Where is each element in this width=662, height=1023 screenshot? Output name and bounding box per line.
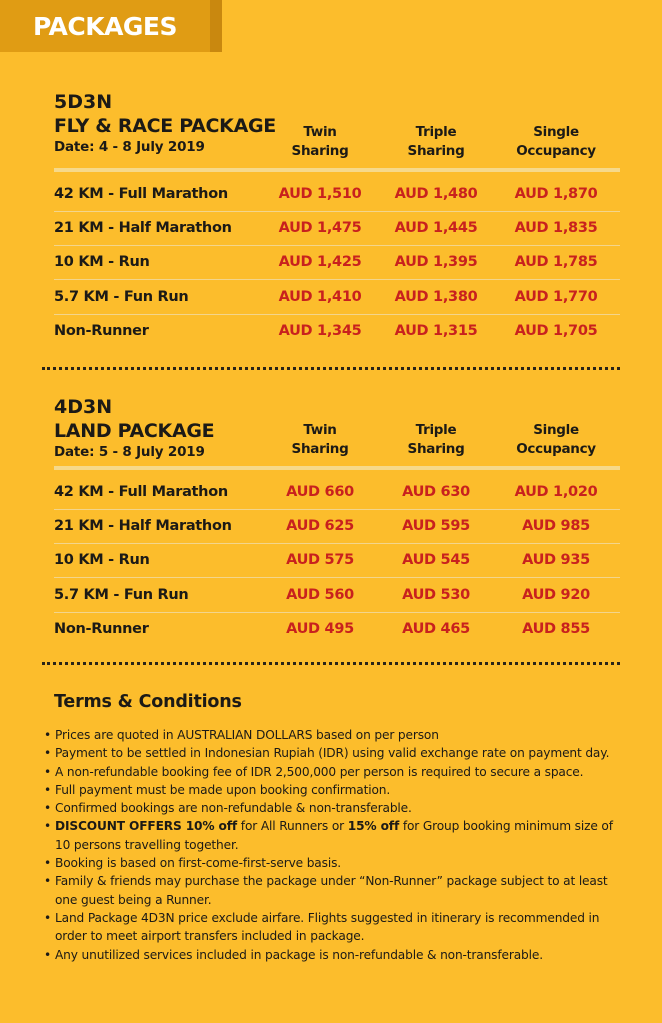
price-twin: AUD 560	[286, 587, 354, 603]
list-item: • Any unutilized services included in package is non-refundable & non-transferable.	[44, 946, 624, 964]
price-twin: AUD 625	[286, 518, 354, 534]
column-header-twin: Twin Sharing	[291, 124, 349, 159]
price-twin: AUD 660	[286, 484, 354, 500]
dotted-divider	[42, 662, 620, 665]
price-single: AUD 855	[522, 621, 590, 637]
row-category: 21 KM - Half Marathon	[54, 518, 232, 534]
dotted-divider	[42, 367, 620, 370]
column-header-triple: Triple Sharing	[407, 124, 465, 159]
table-row	[54, 544, 620, 578]
list-item: • Booking is based on first-come-first-serve basis.	[44, 854, 624, 872]
price-single: AUD 1,835	[514, 220, 598, 236]
table-row	[54, 212, 620, 246]
price-triple: AUD 630	[402, 484, 470, 500]
price-triple: AUD 1,480	[394, 186, 478, 202]
list-item: • DISCOUNT OFFERS 10% off for All Runners or 15% off for Group booking minimum size of 10 persons travelling together.	[44, 817, 624, 854]
table-row	[54, 315, 620, 349]
package-date: Date: 4 - 8 July 2019	[54, 139, 205, 155]
price-single: AUD 920	[522, 587, 590, 603]
page-title: PACKAGES	[0, 0, 210, 52]
row-category: 10 KM - Run	[54, 552, 150, 568]
price-twin: AUD 1,425	[278, 254, 362, 270]
list-item: • Payment to be settled in Indonesian Rupiah (IDR) using valid exchange rate on payment day.	[44, 744, 624, 762]
price-triple: AUD 1,315	[394, 323, 478, 339]
price-twin: AUD 575	[286, 552, 354, 568]
package-name: LAND PACKAGE	[54, 420, 215, 442]
terms-list	[44, 726, 624, 964]
package-date: Date: 5 - 8 July 2019	[54, 444, 205, 460]
row-category: 42 KM - Full Marathon	[54, 186, 228, 202]
list-item: • A non-refundable booking fee of IDR 2,500,000 per person is required to secure a space.	[44, 763, 624, 781]
table-row	[54, 281, 620, 315]
table-divider	[54, 466, 620, 470]
package-code: 4D3N	[54, 396, 113, 418]
terms-title: Terms & Conditions	[54, 692, 242, 712]
price-triple: AUD 1,395	[394, 254, 478, 270]
price-single: AUD 985	[522, 518, 590, 534]
package-heading	[54, 90, 276, 157]
price-single: AUD 1,020	[514, 484, 598, 500]
table-row	[54, 613, 620, 647]
price-triple: AUD 465	[402, 621, 470, 637]
table-row	[54, 476, 620, 510]
price-triple: AUD 545	[402, 552, 470, 568]
row-category: 5.7 KM - Fun Run	[54, 289, 189, 305]
list-item: • Family & friends may purchase the package under “Non-Runner” package subject to at least one guest being a Runner.	[44, 872, 624, 909]
price-triple: AUD 595	[402, 518, 470, 534]
price-single: AUD 1,870	[514, 186, 598, 202]
price-triple: AUD 1,445	[394, 220, 478, 236]
price-twin: AUD 1,510	[278, 186, 362, 202]
column-header-triple: Triple Sharing	[407, 422, 465, 457]
table-row	[54, 579, 620, 613]
list-item: • Confirmed bookings are non-refundable & non-transferable.	[44, 799, 624, 817]
package-name: FLY & RACE PACKAGE	[54, 115, 276, 137]
table-row	[54, 178, 620, 212]
table-row	[54, 246, 620, 280]
price-single: AUD 935	[522, 552, 590, 568]
row-category: 42 KM - Full Marathon	[54, 484, 228, 500]
list-item: • Prices are quoted in AUSTRALIAN DOLLARS based on per person	[44, 726, 624, 744]
price-twin: AUD 1,410	[278, 289, 362, 305]
price-twin: AUD 1,345	[278, 323, 362, 339]
price-triple: AUD 530	[402, 587, 470, 603]
price-single: AUD 1,785	[514, 254, 598, 270]
row-category: 10 KM - Run	[54, 254, 150, 270]
column-header-twin: Twin Sharing	[291, 422, 349, 457]
column-header-single: Single Occupancy	[516, 422, 596, 457]
row-category: 21 KM - Half Marathon	[54, 220, 232, 236]
price-twin: AUD 1,475	[278, 220, 362, 236]
price-triple: AUD 1,380	[394, 289, 478, 305]
price-twin: AUD 495	[286, 621, 354, 637]
price-single: AUD 1,770	[514, 289, 598, 305]
discount-highlight: DISCOUNT OFFERS 10% off	[55, 819, 238, 834]
table-divider	[54, 168, 620, 172]
row-category: Non-Runner	[54, 323, 149, 339]
price-single: AUD 1,705	[514, 323, 598, 339]
package-code: 5D3N	[54, 91, 113, 113]
column-header-single: Single Occupancy	[516, 124, 596, 159]
package-heading	[54, 395, 214, 462]
list-item: • Full payment must be made upon booking confirmation.	[44, 781, 624, 799]
table-row	[54, 510, 620, 544]
list-item: • Land Package 4D3N price exclude airfare. Flights suggested in itinerary is recommended in order to meet airport transfers included in package.	[44, 909, 624, 946]
row-category: Non-Runner	[54, 621, 149, 637]
row-category: 5.7 KM - Fun Run	[54, 587, 189, 603]
group-discount-highlight: 15% off	[347, 819, 400, 834]
